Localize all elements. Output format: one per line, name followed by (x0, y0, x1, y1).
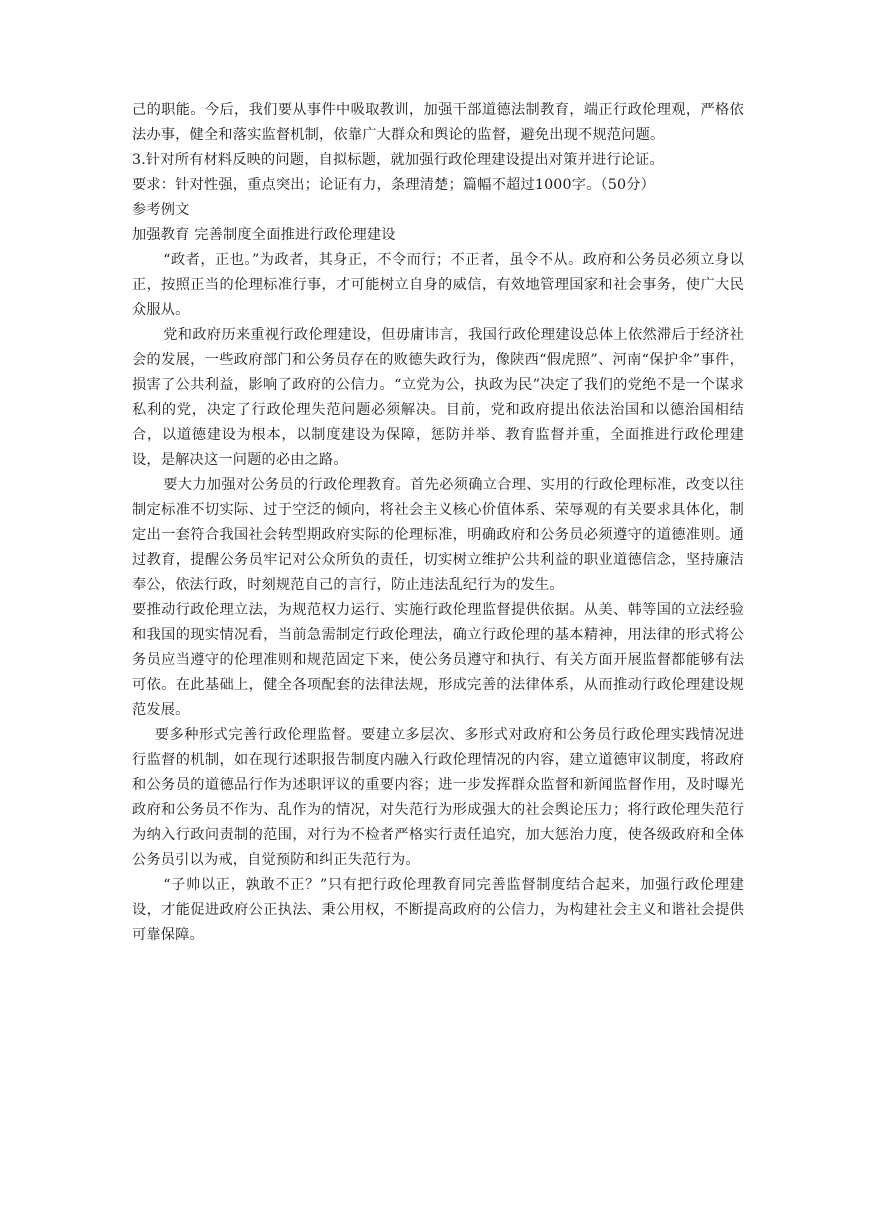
essay-title: 加强教育 完善制度全面推进行政伦理建设 (132, 227, 396, 243)
essay-paragraph-education: 要大力加强对公务员的行政伦理教育。首先必须确立合理、实用的行政伦理标准，改变以往制定标准不切实际、过于空泛的倾向，将社会主义核心价值体系、荣辱观的有关要求具体化，制定出一套符合我国社会转型期政府实际的伦理标准，明确政府和公务员必须遵守的道德准则。通过教育，提醒公务员牢记对公众所负的责任，切实树立维护公共利益的职业道德信念，坚持廉洁奉公，依法行政，时刻规范自己的言行，防止违法乱纪行为的发生。 (132, 477, 744, 593)
essay-paragraph-legislation: 要推动行政伦理立法，为规范权力运行、实施行政伦理监督提供依据。从美、韩等国的立法经验和我国的现实情况看，当前急需制定行政伦理法，确立行政伦理的基本精神，用法律的形式将公务员应当遵守的伦理准则和规范固定下来，使公务员遵守和执行、有关方面开展监督都能够有法可依。在此基础上，健全各项配套的法律法规，形成完善的法律体系，从而推动行政伦理建设规范发展。 (132, 602, 744, 718)
essay-paragraph-background: 党和政府历来重视行政伦理建设，但毋庸讳言，我国行政伦理建设总体上依然滞后于经济社会的发展，一些政府部门和公务员存在的败德失政行为，像陕西“假虎照”、河南“保护伞”事件，损害了公共利益，影响了政府的公信力。“立党为公，执政为民”决定了我们的党绝不是一个谋求私利的党，决定了行政伦理失范问题必须解决。目前，党和政府提出依法治国和以德治国相结合，以道德建设为根本，以制度建设为保障，惩防并举、教育监督并重，全面推进行政伦理建设，是解决这一问题的必由之路。 (132, 327, 744, 468)
document-body (132, 98, 744, 948)
essay-paragraph-conclusion: “子帅以正，孰敢不正？”只有把行政伦理教育同完善监督制度结合起来，加强行政伦理建设，才能促进政府公正执法、秉公用权，不断提高政府的公信力，为构建社会主义和谐社会提供可靠保障。 (132, 877, 744, 943)
requirement-line: 要求：针对性强，重点突出；论证有力，条理清楚；篇幅不超过1000字。（50分） (132, 177, 656, 193)
question-three: 3.针对所有材料反映的问题，自拟标题，就加强行政伦理建设提出对策并进行论证。 (132, 152, 664, 168)
continuation-paragraph: 己的职能。今后，我们要从事件中吸取教训，加强干部道德法制教育，端正行政伦理观，严格依法办事，健全和落实监督机制，依靠广大群众和舆论的监督，避免出现不规范问题。 (132, 102, 744, 143)
reference-label: 参考例文 (132, 202, 190, 218)
essay-paragraph-supervision: 要多种形式完善行政伦理监督。要建立多层次、多形式对政府和公务员行政伦理实践情况进行监督的机制，如在现行述职报告制度内融入行政伦理情况的内容，建立道德审议制度，将政府和公务员的道德品行作为述职评议的重要内容；进一步发挥群众监督和新闻监督作用，及时曝光政府和公务员不作为、乱作为的情况，对失范行为形成强大的社会舆论压力；将行政伦理失范行为纳入行政问责制的范围，对行为不检者严格实行责任追究，加大惩治力度，使各级政府和全体公务员引以为戒，自觉预防和纠正失范行为。 (132, 727, 744, 868)
essay-paragraph-intro: “政者，正也。”为政者，其身正，不令而行；不正者，虽令不从。政府和公务员必须立身以正，按照正当的伦理标准行事，才可能树立自身的威信，有效地管理国家和社会事务，使广大民众服从。 (132, 252, 744, 318)
